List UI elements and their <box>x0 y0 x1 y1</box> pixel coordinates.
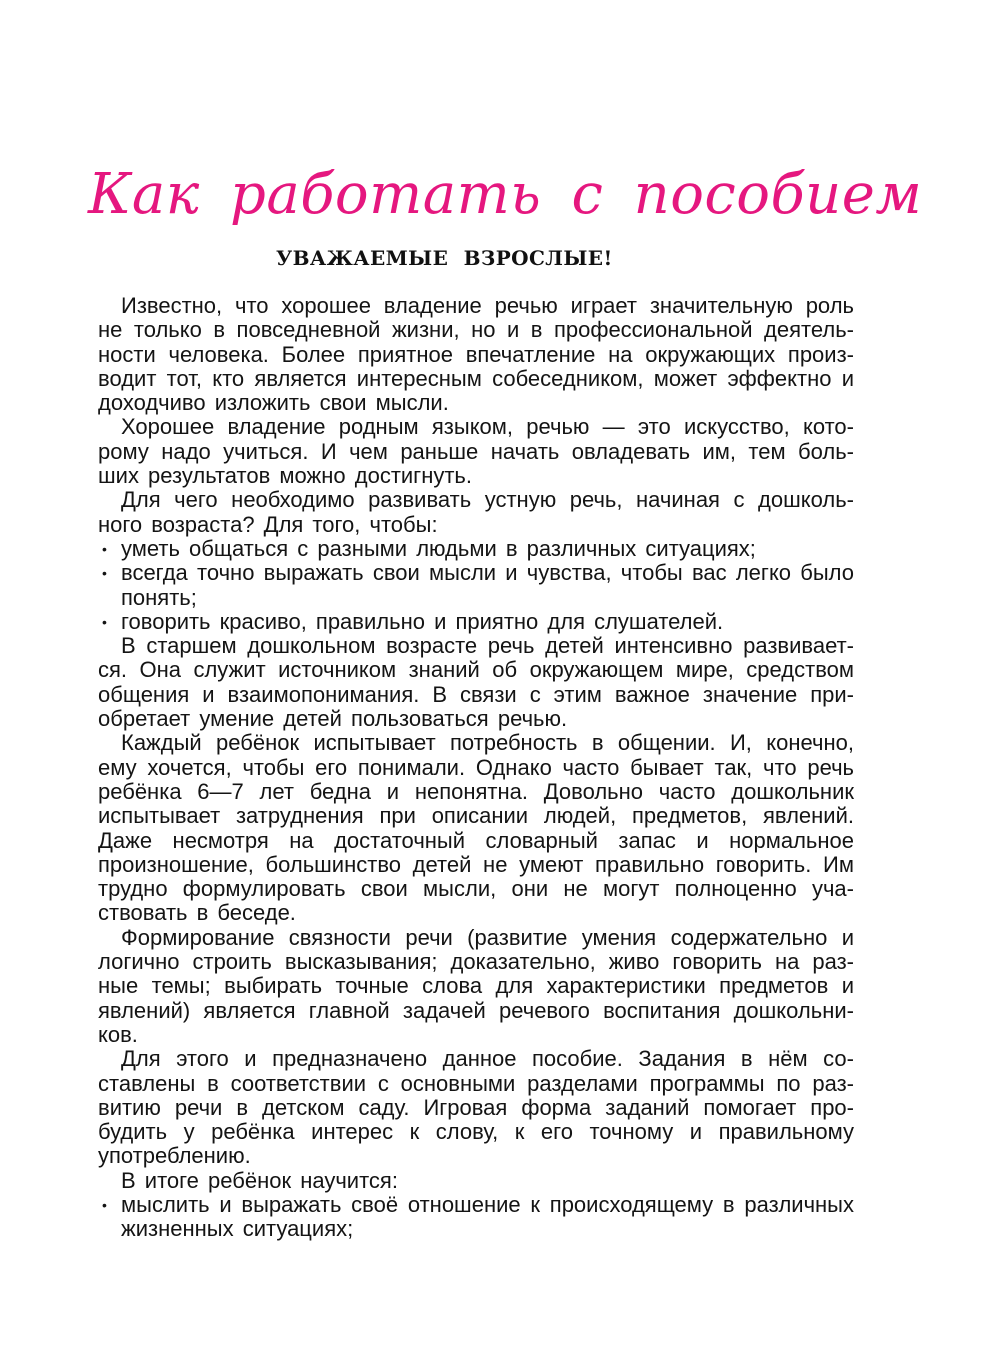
bullet-list <box>98 537 854 634</box>
paragraph: Для этого и предназначено данное пособие. Задания в нём составлены в соответствии с основными разделами программы по развитию речи в детском саду. Игровая форма заданий помогает пробудить у ребёнка интерес к слову, к его точному и правильному употреблению. <box>98 1046 854 1169</box>
page-subtitle: УВАЖАЕМЫЕ ВЗРОСЛЫЕ! <box>276 246 613 270</box>
paragraph: Хорошее владение родным языком, речью — это искусство, которому надо учиться. И чем раньше начать овладевать им, тем больших результатов можно достигнуть. <box>98 414 854 489</box>
bullet-list <box>98 1193 854 1242</box>
body-text <box>98 294 854 1242</box>
paragraph: Для чего необходимо развивать устную речь, начиная с дошкольного возраста? Для того, чтобы: <box>98 487 854 537</box>
paragraph: В старшем дошкольном возрасте речь детей интенсивно развивается. Она служит источником знаний об окружающем мире, средством общения и взаимопонимания. В связи с этим важное значение приобретает умение детей пользоваться речью. <box>98 633 854 732</box>
paragraph: Каждый ребёнок испытывает потребность в общении. И, конечно, ему хочется, чтобы его понимали. Однако часто бывает так, что речь ребёнка 6—7 лет бедна и непонятна. Довольно часто дошкольник испытывает затруднения при описании людей, предметов, явлений. Даже несмотря на достаточный словарный запас и нормальное произношение, большинство детей не умеют правильно говорить. Им трудно формулировать свои мысли, они не могут полноценно участвовать в беседе. <box>98 730 854 926</box>
list-item: • всегда точно выражать свои мысли и чувства, чтобы вас легко было понять; <box>98 561 854 610</box>
paragraph: Известно, что хорошее владение речью играет значительную роль не только в повседневной жизни, но и в профессиональной деятельности человека. Более приятное впечатление на окружающих производит тот, кто является интересным собеседником, может эффектно и доходчиво изложить свои мысли. <box>98 293 854 416</box>
list-item: • уметь общаться с разными людьми в различных ситуациях; <box>98 537 854 561</box>
list-item: • говорить красиво, правильно и приятно для слушателей. <box>98 610 854 634</box>
paragraph: В итоге ребёнок научится: <box>121 1167 398 1193</box>
paragraph: Формирование связности речи (развитие умения содержательно и логично строить высказывания; доказательно, живо говорить на разные темы; выбирать точные слова для характеристики предметов и явлений) является главной задачей речевого воспитания дошкольников. <box>98 924 854 1047</box>
page-title: Как работать с пособием <box>88 162 923 227</box>
list-item: • мыслить и выражать своё отношение к происходящему в различных жизненных ситуациях; <box>98 1193 854 1242</box>
